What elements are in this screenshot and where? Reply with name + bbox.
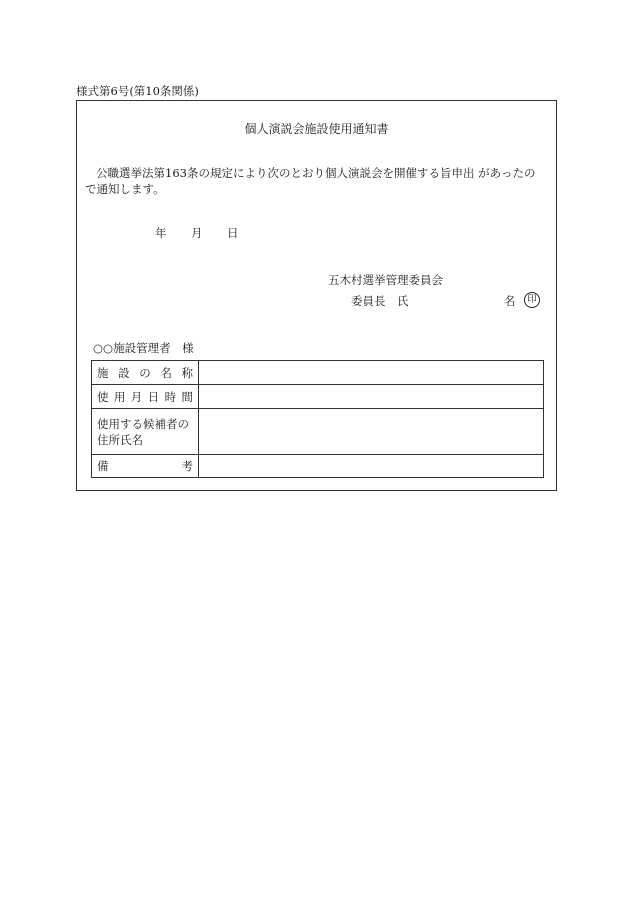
row-label-datetime <box>97 390 193 404</box>
chair-name-suffix: 名 <box>504 294 516 308</box>
label-char: 名 <box>131 432 143 447</box>
notice-body <box>85 165 551 197</box>
notice-form <box>76 100 557 491</box>
body-line-1: 公職選挙法第163条の規定により次のとおり個人演説会を開催する旨申出 があったの <box>96 166 536 180</box>
table-row <box>92 455 544 478</box>
candidate-address-name-value[interactable] <box>199 409 544 455</box>
label-char: 施 <box>97 365 109 380</box>
label-char: 備 <box>97 459 109 473</box>
usage-info-table <box>91 360 544 478</box>
table-row <box>92 385 544 409</box>
label-char: 考 <box>181 459 193 473</box>
label-char: 用 <box>113 389 126 404</box>
label-char: 日 <box>147 389 160 404</box>
label-char: 氏 <box>120 432 132 447</box>
label-char: 間 <box>181 389 193 404</box>
label-char: 住 <box>97 432 109 447</box>
label-char: 設 <box>118 365 130 380</box>
label-char: 所 <box>108 432 120 447</box>
addressee: ○○施設管理者 様 <box>93 341 194 355</box>
label-char: 使 <box>97 389 109 404</box>
row-label-remarks <box>97 459 193 473</box>
chair-title: 委員長 氏 <box>351 294 409 308</box>
label-char: 名 <box>160 365 172 380</box>
committee-name: 五木村選挙管理委員会 <box>328 273 443 287</box>
date-day: 日 <box>227 226 239 240</box>
usage-datetime-value[interactable] <box>199 385 544 409</box>
label-char: の <box>139 365 151 380</box>
seal-stamp: 印 <box>524 292 540 308</box>
date-month: 月 <box>191 226 203 240</box>
remarks-value[interactable] <box>199 455 544 478</box>
form-number: 様式第6号(第10条関係) <box>76 84 199 98</box>
row-label-facility <box>97 366 193 380</box>
document-title: 個人演説会施設使用通知書 <box>244 122 389 136</box>
label-char: 時 <box>164 389 177 404</box>
facility-name-value[interactable] <box>199 361 544 385</box>
table-row <box>92 409 544 455</box>
label-char: 月 <box>130 389 143 404</box>
row-label-candidate-line2 <box>97 432 193 448</box>
date-year: 年 <box>155 226 167 240</box>
label-char: 称 <box>181 365 193 380</box>
table-row <box>92 361 544 385</box>
body-line-2: で通知します。 <box>85 182 165 196</box>
row-label-candidate-line1: 使用する候補者の <box>97 416 189 431</box>
